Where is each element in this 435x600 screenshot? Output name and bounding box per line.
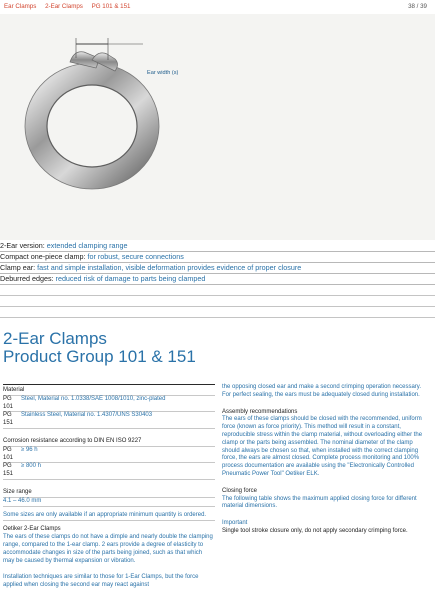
title-line: 2-Ear Clamps <box>3 329 107 348</box>
feature-row <box>0 241 435 252</box>
important-paragraph: Single tool stroke closure only, do not apply secondary crimping force. <box>222 527 408 534</box>
breadcrumb-item[interactable]: Ear Clamps <box>4 3 37 10</box>
page-title <box>3 330 196 366</box>
left-column <box>3 384 215 590</box>
product-photo <box>0 14 435 240</box>
size-row <box>3 497 215 507</box>
ear-width-annotation: Ear width (s) <box>147 70 179 76</box>
oetiker-paragraph: Installation techniques are similar to those for 1-Ear Clamps, but the force applied when closing the second ear may react against <box>3 574 199 589</box>
divider <box>0 295 435 296</box>
oetiker-paragraph: The ears of these clamps do not have a dimple and nearly double the clamping range, compared to the 1-ear clamp. 2 ears provide a degree of elasticity to accommodate changes in size of the parts being joined, such as that which may be caused by thermal expansion or vibration. <box>3 534 213 564</box>
important-heading: Important <box>222 520 248 527</box>
availability-note: Some sizes are only available if an appropriate minimum quantity is ordered. <box>3 511 207 518</box>
page-header <box>0 0 435 14</box>
feature-value: fast and simple installation, visible deformation provides evidence of proper closure <box>37 263 302 272</box>
divider <box>3 384 215 385</box>
oetiker-heading: Oetiker 2-Ear Clamps <box>3 526 61 533</box>
material-heading: Material <box>3 387 25 393</box>
grade-text: Steel, Material no. 1.0338/SAE 1008/1010, zinc-plated <box>21 395 166 402</box>
corrosion-heading: Corrosion resistance according to DIN EN ISO 9227 <box>3 437 142 444</box>
feature-key: Compact one-piece clamp: <box>0 252 86 261</box>
grade-code: PG 101 <box>3 395 14 410</box>
feature-key: Clamp ear: <box>0 263 36 272</box>
assembly-heading: Assembly recommendations <box>222 408 298 415</box>
feature-row <box>0 274 435 285</box>
ear-clamp-illustration <box>0 14 435 240</box>
grade-code: PG 101 <box>3 446 14 461</box>
closing-force-heading: Closing force <box>222 487 258 494</box>
right-column <box>222 384 430 536</box>
continued-paragraph: the opposing closed ear and make a second crimping operation necessary. For perfect sealing, the ears must be adequately closed during installation. <box>222 384 422 398</box>
corrosion-value: ≥ 800 h <box>21 463 41 470</box>
feature-value: extended clamping range <box>46 241 128 250</box>
feature-value: reduced risk of damage to parts being clamped <box>55 274 206 283</box>
divider <box>0 306 435 307</box>
grade-text: Stainless Steel, Material no. 1.4307/UNS S30403 <box>21 412 153 419</box>
breadcrumb <box>4 3 138 10</box>
assembly-paragraph: The ears of these clamps should be closed with the recommended, uniform force (known as force priority). This method will result in a constant, reproducible stress within the clamp material, without overloading either the clamp or the parts being assembled. The nominal diameter of the clamp should always be chosen so that, when installed with the correct clamping force, the ears are almost closed. Complete process monitoring and 100% process documentation are available using the "Electronically Controlled Pneumatic Power Tool" Oetiker ELK. <box>222 416 423 477</box>
feature-row <box>0 263 435 274</box>
title-line: Product Group 101 & 151 <box>3 347 196 366</box>
table-row <box>3 446 215 463</box>
size-value: 4.1 – 46.0 mm <box>3 497 42 504</box>
corrosion-value: ≥ 96 h <box>21 446 38 453</box>
grade-code: PG 151 <box>3 412 14 427</box>
size-heading: Size range <box>3 488 32 495</box>
divider <box>0 317 435 318</box>
feature-row <box>0 252 435 263</box>
table-row <box>3 411 215 429</box>
grade-code: PG 151 <box>3 463 14 478</box>
feature-key: Deburred edges: <box>0 274 54 283</box>
table-row <box>3 462 215 480</box>
feature-key: 2-Ear version: <box>0 241 45 250</box>
feature-value: for robust, secure connections <box>87 252 184 261</box>
breadcrumb-item[interactable]: 2-Ear Clamps <box>45 3 83 10</box>
page-number: 38 / 39 <box>408 3 427 10</box>
breadcrumb-item[interactable]: PG 101 & 151 <box>91 3 131 10</box>
table-row <box>3 395 215 412</box>
closing-force-paragraph: The following table shows the maximum applied closing force for different material dimensions. <box>222 495 417 510</box>
